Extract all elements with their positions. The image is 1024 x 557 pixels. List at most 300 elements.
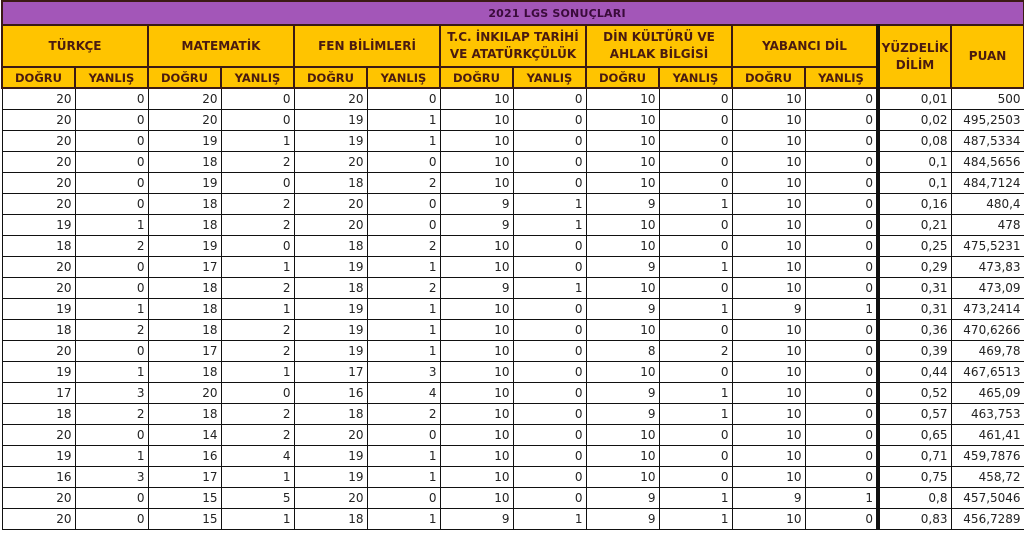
cell-turkce-dogru: 16 [2, 467, 75, 488]
cell-yuzdelik-dilim: 0,21 [878, 215, 951, 236]
cell-fen-yanlis: 2 [367, 404, 440, 425]
cell-fen-dogru: 20 [294, 215, 367, 236]
cell-yuzdelik-dilim: 0,36 [878, 320, 951, 341]
cell-puan: 478 [951, 215, 1024, 236]
cell-puan: 480,4 [951, 194, 1024, 215]
cell-din-yanlis: 0 [659, 215, 732, 236]
cell-fen-yanlis: 2 [367, 236, 440, 257]
cell-yabanci-dil-yanlis: 1 [805, 299, 878, 320]
cell-yabanci-dil-yanlis: 0 [805, 362, 878, 383]
cell-din-yanlis: 0 [659, 320, 732, 341]
cell-yabanci-dil-yanlis: 0 [805, 236, 878, 257]
cell-matematik-dogru: 18 [148, 362, 221, 383]
cell-matematik-yanlis: 2 [221, 341, 294, 362]
subject-header-turkce: TÜRKÇE [2, 25, 148, 67]
cell-inkilap-yanlis: 0 [513, 131, 586, 152]
cell-turkce-yanlis: 0 [75, 488, 148, 509]
cell-matematik-yanlis: 2 [221, 404, 294, 425]
cell-fen-dogru: 20 [294, 488, 367, 509]
table-row [2, 236, 1024, 257]
cell-matematik-yanlis: 1 [221, 131, 294, 152]
cell-matematik-dogru: 20 [148, 383, 221, 404]
cell-turkce-yanlis: 2 [75, 320, 148, 341]
correct-header: DOĞRU [148, 67, 221, 88]
cell-din-yanlis: 0 [659, 152, 732, 173]
cell-turkce-yanlis: 1 [75, 362, 148, 383]
cell-fen-yanlis: 4 [367, 383, 440, 404]
cell-din-yanlis: 1 [659, 299, 732, 320]
cell-inkilap-dogru: 9 [440, 215, 513, 236]
cell-inkilap-dogru: 10 [440, 425, 513, 446]
wrong-header: YANLIŞ [75, 67, 148, 88]
cell-puan: 500 [951, 88, 1024, 110]
cell-yuzdelik-dilim: 0,29 [878, 257, 951, 278]
cell-puan: 463,753 [951, 404, 1024, 425]
cell-fen-dogru: 20 [294, 425, 367, 446]
cell-inkilap-dogru: 10 [440, 362, 513, 383]
cell-fen-yanlis: 1 [367, 341, 440, 362]
cell-matematik-dogru: 18 [148, 215, 221, 236]
cell-inkilap-yanlis: 0 [513, 383, 586, 404]
cell-turkce-dogru: 20 [2, 509, 75, 530]
cell-fen-dogru: 19 [294, 320, 367, 341]
cell-fen-dogru: 18 [294, 278, 367, 299]
cell-puan: 459,7876 [951, 446, 1024, 467]
cell-matematik-yanlis: 2 [221, 278, 294, 299]
cell-inkilap-yanlis: 1 [513, 278, 586, 299]
cell-yabanci-dil-dogru: 10 [732, 362, 805, 383]
table-row [2, 404, 1024, 425]
cell-din-yanlis: 1 [659, 488, 732, 509]
cell-yabanci-dil-yanlis: 0 [805, 383, 878, 404]
cell-din-yanlis: 0 [659, 88, 732, 110]
cell-din-yanlis: 0 [659, 131, 732, 152]
cell-turkce-yanlis: 0 [75, 110, 148, 131]
cell-yabanci-dil-dogru: 9 [732, 299, 805, 320]
cell-fen-yanlis: 1 [367, 110, 440, 131]
cell-turkce-dogru: 20 [2, 341, 75, 362]
cell-yabanci-dil-yanlis: 0 [805, 257, 878, 278]
cell-puan: 461,41 [951, 425, 1024, 446]
cell-yabanci-dil-yanlis: 0 [805, 88, 878, 110]
correct-header: DOĞRU [440, 67, 513, 88]
cell-inkilap-yanlis: 0 [513, 88, 586, 110]
table-row [2, 320, 1024, 341]
table-row [2, 257, 1024, 278]
cell-inkilap-yanlis: 0 [513, 341, 586, 362]
cell-fen-dogru: 20 [294, 194, 367, 215]
cell-fen-dogru: 18 [294, 404, 367, 425]
cell-inkilap-yanlis: 0 [513, 425, 586, 446]
correct-header: DOĞRU [732, 67, 805, 88]
cell-yuzdelik-dilim: 0,83 [878, 509, 951, 530]
cell-matematik-yanlis: 2 [221, 425, 294, 446]
cell-inkilap-yanlis: 0 [513, 299, 586, 320]
table-row [2, 278, 1024, 299]
table-row [2, 131, 1024, 152]
cell-din-yanlis: 1 [659, 257, 732, 278]
cell-fen-dogru: 19 [294, 446, 367, 467]
results-table [1, 0, 1024, 530]
cell-yuzdelik-dilim: 0,08 [878, 131, 951, 152]
cell-fen-dogru: 20 [294, 152, 367, 173]
cell-turkce-dogru: 18 [2, 404, 75, 425]
cell-turkce-dogru: 20 [2, 257, 75, 278]
cell-inkilap-yanlis: 1 [513, 215, 586, 236]
cell-yabanci-dil-dogru: 10 [732, 278, 805, 299]
cell-din-dogru: 10 [586, 215, 659, 236]
cell-matematik-yanlis: 2 [221, 194, 294, 215]
cell-matematik-yanlis: 2 [221, 215, 294, 236]
cell-din-yanlis: 0 [659, 425, 732, 446]
cell-din-yanlis: 0 [659, 236, 732, 257]
cell-turkce-dogru: 20 [2, 278, 75, 299]
cell-turkce-yanlis: 0 [75, 194, 148, 215]
subject-header-inkilap: T.C. İNKILAP TARİHİ VE ATATÜRKÇÜLÜK [440, 25, 586, 67]
table-row [2, 362, 1024, 383]
cell-turkce-dogru: 20 [2, 194, 75, 215]
table-title-text: 2021 LGS SONUÇLARI [488, 6, 626, 20]
cell-fen-yanlis: 1 [367, 446, 440, 467]
cell-yabanci-dil-dogru: 10 [732, 446, 805, 467]
cell-yabanci-dil-yanlis: 0 [805, 194, 878, 215]
cell-inkilap-yanlis: 0 [513, 257, 586, 278]
cell-matematik-dogru: 17 [148, 341, 221, 362]
cell-matematik-dogru: 16 [148, 446, 221, 467]
cell-yabanci-dil-dogru: 10 [732, 131, 805, 152]
cell-inkilap-dogru: 10 [440, 236, 513, 257]
cell-puan: 456,7289 [951, 509, 1024, 530]
cell-yuzdelik-dilim: 0,1 [878, 152, 951, 173]
cell-yabanci-dil-dogru: 10 [732, 194, 805, 215]
cell-inkilap-dogru: 10 [440, 173, 513, 194]
cell-turkce-dogru: 18 [2, 236, 75, 257]
cell-turkce-yanlis: 2 [75, 404, 148, 425]
cell-turkce-yanlis: 2 [75, 236, 148, 257]
cell-din-yanlis: 1 [659, 404, 732, 425]
cell-matematik-dogru: 18 [148, 278, 221, 299]
cell-yabanci-dil-yanlis: 0 [805, 509, 878, 530]
table-row [2, 215, 1024, 236]
cell-yuzdelik-dilim: 0,71 [878, 446, 951, 467]
cell-turkce-dogru: 20 [2, 110, 75, 131]
cell-inkilap-yanlis: 0 [513, 320, 586, 341]
cell-fen-yanlis: 1 [367, 257, 440, 278]
cell-inkilap-dogru: 10 [440, 488, 513, 509]
cell-fen-yanlis: 1 [367, 299, 440, 320]
cell-puan: 457,5046 [951, 488, 1024, 509]
cell-din-dogru: 9 [586, 404, 659, 425]
cell-din-dogru: 10 [586, 362, 659, 383]
cell-yabanci-dil-dogru: 10 [732, 88, 805, 110]
cell-yabanci-dil-dogru: 9 [732, 488, 805, 509]
cell-puan: 487,5334 [951, 131, 1024, 152]
cell-din-dogru: 10 [586, 173, 659, 194]
cell-yabanci-dil-dogru: 10 [732, 236, 805, 257]
cell-din-dogru: 10 [586, 425, 659, 446]
cell-fen-dogru: 17 [294, 362, 367, 383]
cell-puan: 473,2414 [951, 299, 1024, 320]
cell-yabanci-dil-dogru: 10 [732, 320, 805, 341]
cell-fen-dogru: 19 [294, 257, 367, 278]
cell-yuzdelik-dilim: 0,57 [878, 404, 951, 425]
percentile-header: YÜZDELİK DİLİM [878, 25, 951, 88]
cell-inkilap-yanlis: 0 [513, 404, 586, 425]
cell-puan: 465,09 [951, 383, 1024, 404]
wrong-header: YANLIŞ [513, 67, 586, 88]
cell-yabanci-dil-yanlis: 0 [805, 341, 878, 362]
cell-inkilap-yanlis: 0 [513, 362, 586, 383]
cell-matematik-yanlis: 0 [221, 173, 294, 194]
cell-yuzdelik-dilim: 0,31 [878, 299, 951, 320]
cell-inkilap-yanlis: 0 [513, 173, 586, 194]
cell-yabanci-dil-yanlis: 0 [805, 110, 878, 131]
cell-din-yanlis: 0 [659, 173, 732, 194]
cell-yabanci-dil-dogru: 10 [732, 152, 805, 173]
cell-fen-yanlis: 0 [367, 425, 440, 446]
cell-din-dogru: 9 [586, 509, 659, 530]
wrong-header: YANLIŞ [805, 67, 878, 88]
cell-fen-dogru: 19 [294, 299, 367, 320]
cell-matematik-yanlis: 2 [221, 152, 294, 173]
cell-fen-yanlis: 2 [367, 278, 440, 299]
table-row [2, 509, 1024, 530]
subject-header-fen: FEN BİLİMLERİ [294, 25, 440, 67]
cell-yuzdelik-dilim: 0,65 [878, 425, 951, 446]
cell-yuzdelik-dilim: 0,8 [878, 488, 951, 509]
cell-puan: 473,09 [951, 278, 1024, 299]
cell-yabanci-dil-dogru: 10 [732, 173, 805, 194]
cell-matematik-yanlis: 1 [221, 299, 294, 320]
cell-turkce-yanlis: 3 [75, 467, 148, 488]
cell-din-dogru: 10 [586, 131, 659, 152]
cell-inkilap-dogru: 10 [440, 257, 513, 278]
cell-yabanci-dil-dogru: 10 [732, 215, 805, 236]
cell-turkce-yanlis: 0 [75, 341, 148, 362]
cell-turkce-dogru: 20 [2, 173, 75, 194]
wrong-header: YANLIŞ [221, 67, 294, 88]
cell-yabanci-dil-dogru: 10 [732, 509, 805, 530]
subject-header-yabanci-dil: YABANCI DİL [732, 25, 878, 67]
cell-turkce-yanlis: 0 [75, 131, 148, 152]
cell-matematik-dogru: 14 [148, 425, 221, 446]
cell-turkce-dogru: 20 [2, 131, 75, 152]
subject-header-din: DİN KÜLTÜRÜ VE AHLAK BİLGİSİ [586, 25, 732, 67]
cell-inkilap-yanlis: 0 [513, 467, 586, 488]
cell-matematik-dogru: 15 [148, 509, 221, 530]
cell-yabanci-dil-dogru: 10 [732, 383, 805, 404]
cell-turkce-dogru: 19 [2, 215, 75, 236]
cell-yabanci-dil-dogru: 10 [732, 404, 805, 425]
cell-turkce-dogru: 18 [2, 320, 75, 341]
cell-fen-yanlis: 1 [367, 320, 440, 341]
table-row [2, 194, 1024, 215]
cell-inkilap-dogru: 10 [440, 152, 513, 173]
cell-inkilap-dogru: 10 [440, 131, 513, 152]
cell-inkilap-dogru: 10 [440, 299, 513, 320]
cell-matematik-yanlis: 4 [221, 446, 294, 467]
cell-din-dogru: 10 [586, 278, 659, 299]
cell-din-dogru: 10 [586, 236, 659, 257]
cell-yuzdelik-dilim: 0,44 [878, 362, 951, 383]
cell-inkilap-dogru: 9 [440, 194, 513, 215]
cell-inkilap-yanlis: 1 [513, 509, 586, 530]
cell-matematik-yanlis: 5 [221, 488, 294, 509]
cell-yabanci-dil-yanlis: 0 [805, 173, 878, 194]
cell-inkilap-yanlis: 0 [513, 446, 586, 467]
table-row [2, 467, 1024, 488]
score-header: PUAN [951, 25, 1024, 88]
table-row [2, 446, 1024, 467]
cell-fen-yanlis: 1 [367, 131, 440, 152]
cell-din-dogru: 10 [586, 446, 659, 467]
cell-yabanci-dil-yanlis: 0 [805, 446, 878, 467]
table-row [2, 110, 1024, 131]
cell-din-dogru: 10 [586, 320, 659, 341]
cell-matematik-yanlis: 1 [221, 362, 294, 383]
cell-turkce-dogru: 19 [2, 299, 75, 320]
cell-matematik-dogru: 18 [148, 194, 221, 215]
cell-puan: 469,78 [951, 341, 1024, 362]
cell-din-yanlis: 2 [659, 341, 732, 362]
cell-fen-dogru: 18 [294, 509, 367, 530]
table-row [2, 425, 1024, 446]
cell-matematik-dogru: 19 [148, 236, 221, 257]
cell-matematik-yanlis: 1 [221, 257, 294, 278]
cell-inkilap-dogru: 10 [440, 383, 513, 404]
cell-inkilap-dogru: 10 [440, 404, 513, 425]
cell-din-yanlis: 0 [659, 110, 732, 131]
cell-turkce-yanlis: 0 [75, 152, 148, 173]
cell-din-yanlis: 1 [659, 509, 732, 530]
cell-matematik-dogru: 20 [148, 88, 221, 110]
cell-matematik-yanlis: 2 [221, 320, 294, 341]
cell-matematik-dogru: 18 [148, 152, 221, 173]
cell-puan: 484,5656 [951, 152, 1024, 173]
cell-matematik-yanlis: 0 [221, 383, 294, 404]
cell-din-yanlis: 1 [659, 383, 732, 404]
table-row [2, 488, 1024, 509]
cell-fen-dogru: 18 [294, 173, 367, 194]
table-row [2, 299, 1024, 320]
cell-yuzdelik-dilim: 0,01 [878, 88, 951, 110]
cell-turkce-dogru: 19 [2, 446, 75, 467]
cell-turkce-dogru: 20 [2, 425, 75, 446]
cell-fen-yanlis: 0 [367, 215, 440, 236]
cell-fen-dogru: 19 [294, 110, 367, 131]
cell-fen-dogru: 16 [294, 383, 367, 404]
cell-turkce-yanlis: 0 [75, 509, 148, 530]
cell-din-dogru: 10 [586, 110, 659, 131]
cell-turkce-dogru: 20 [2, 488, 75, 509]
cell-fen-yanlis: 1 [367, 509, 440, 530]
cell-matematik-yanlis: 0 [221, 88, 294, 110]
lgs-results-sheet [1, 0, 1023, 530]
cell-yabanci-dil-yanlis: 0 [805, 278, 878, 299]
cell-yabanci-dil-dogru: 10 [732, 257, 805, 278]
cell-turkce-yanlis: 1 [75, 446, 148, 467]
cell-inkilap-dogru: 10 [440, 88, 513, 110]
cell-din-dogru: 9 [586, 257, 659, 278]
cell-puan: 473,83 [951, 257, 1024, 278]
table-row [2, 341, 1024, 362]
cell-yabanci-dil-yanlis: 0 [805, 131, 878, 152]
cell-fen-dogru: 19 [294, 467, 367, 488]
cell-matematik-dogru: 15 [148, 488, 221, 509]
cell-fen-yanlis: 3 [367, 362, 440, 383]
cell-turkce-yanlis: 1 [75, 215, 148, 236]
cell-yuzdelik-dilim: 0,25 [878, 236, 951, 257]
cell-din-dogru: 10 [586, 152, 659, 173]
cell-matematik-dogru: 18 [148, 299, 221, 320]
cell-inkilap-yanlis: 0 [513, 152, 586, 173]
table-title [2, 1, 1024, 25]
cell-yuzdelik-dilim: 0,75 [878, 467, 951, 488]
cell-fen-yanlis: 0 [367, 488, 440, 509]
cell-puan: 470,6266 [951, 320, 1024, 341]
cell-matematik-yanlis: 1 [221, 467, 294, 488]
correct-header: DOĞRU [2, 67, 75, 88]
cell-inkilap-dogru: 10 [440, 320, 513, 341]
cell-yabanci-dil-dogru: 10 [732, 467, 805, 488]
cell-inkilap-dogru: 9 [440, 509, 513, 530]
cell-din-dogru: 9 [586, 383, 659, 404]
cell-puan: 467,6513 [951, 362, 1024, 383]
cell-inkilap-dogru: 10 [440, 467, 513, 488]
cell-turkce-dogru: 19 [2, 362, 75, 383]
cell-yabanci-dil-yanlis: 0 [805, 215, 878, 236]
cell-matematik-yanlis: 1 [221, 509, 294, 530]
cell-yabanci-dil-yanlis: 0 [805, 404, 878, 425]
cell-turkce-yanlis: 3 [75, 383, 148, 404]
cell-turkce-yanlis: 0 [75, 278, 148, 299]
cell-din-dogru: 9 [586, 194, 659, 215]
cell-din-yanlis: 1 [659, 194, 732, 215]
cell-fen-yanlis: 0 [367, 194, 440, 215]
cell-yuzdelik-dilim: 0,16 [878, 194, 951, 215]
cell-din-yanlis: 0 [659, 467, 732, 488]
cell-inkilap-dogru: 9 [440, 278, 513, 299]
table-row [2, 173, 1024, 194]
cell-matematik-dogru: 20 [148, 110, 221, 131]
cell-yabanci-dil-yanlis: 1 [805, 488, 878, 509]
cell-puan: 484,7124 [951, 173, 1024, 194]
cell-inkilap-yanlis: 0 [513, 110, 586, 131]
cell-yabanci-dil-yanlis: 0 [805, 320, 878, 341]
cell-yabanci-dil-dogru: 10 [732, 425, 805, 446]
cell-matematik-yanlis: 0 [221, 236, 294, 257]
correct-header: DOĞRU [294, 67, 367, 88]
cell-yabanci-dil-dogru: 10 [732, 110, 805, 131]
cell-turkce-yanlis: 1 [75, 299, 148, 320]
cell-turkce-dogru: 20 [2, 88, 75, 110]
cell-matematik-yanlis: 0 [221, 110, 294, 131]
cell-din-yanlis: 0 [659, 278, 732, 299]
cell-inkilap-dogru: 10 [440, 446, 513, 467]
table-row [2, 152, 1024, 173]
table-row [2, 88, 1024, 110]
cell-yuzdelik-dilim: 0,02 [878, 110, 951, 131]
cell-turkce-dogru: 20 [2, 152, 75, 173]
cell-inkilap-dogru: 10 [440, 110, 513, 131]
cell-puan: 495,2503 [951, 110, 1024, 131]
cell-turkce-yanlis: 0 [75, 257, 148, 278]
cell-puan: 475,5231 [951, 236, 1024, 257]
wrong-header: YANLIŞ [659, 67, 732, 88]
cell-yuzdelik-dilim: 0,1 [878, 173, 951, 194]
cell-matematik-dogru: 18 [148, 320, 221, 341]
cell-yuzdelik-dilim: 0,39 [878, 341, 951, 362]
